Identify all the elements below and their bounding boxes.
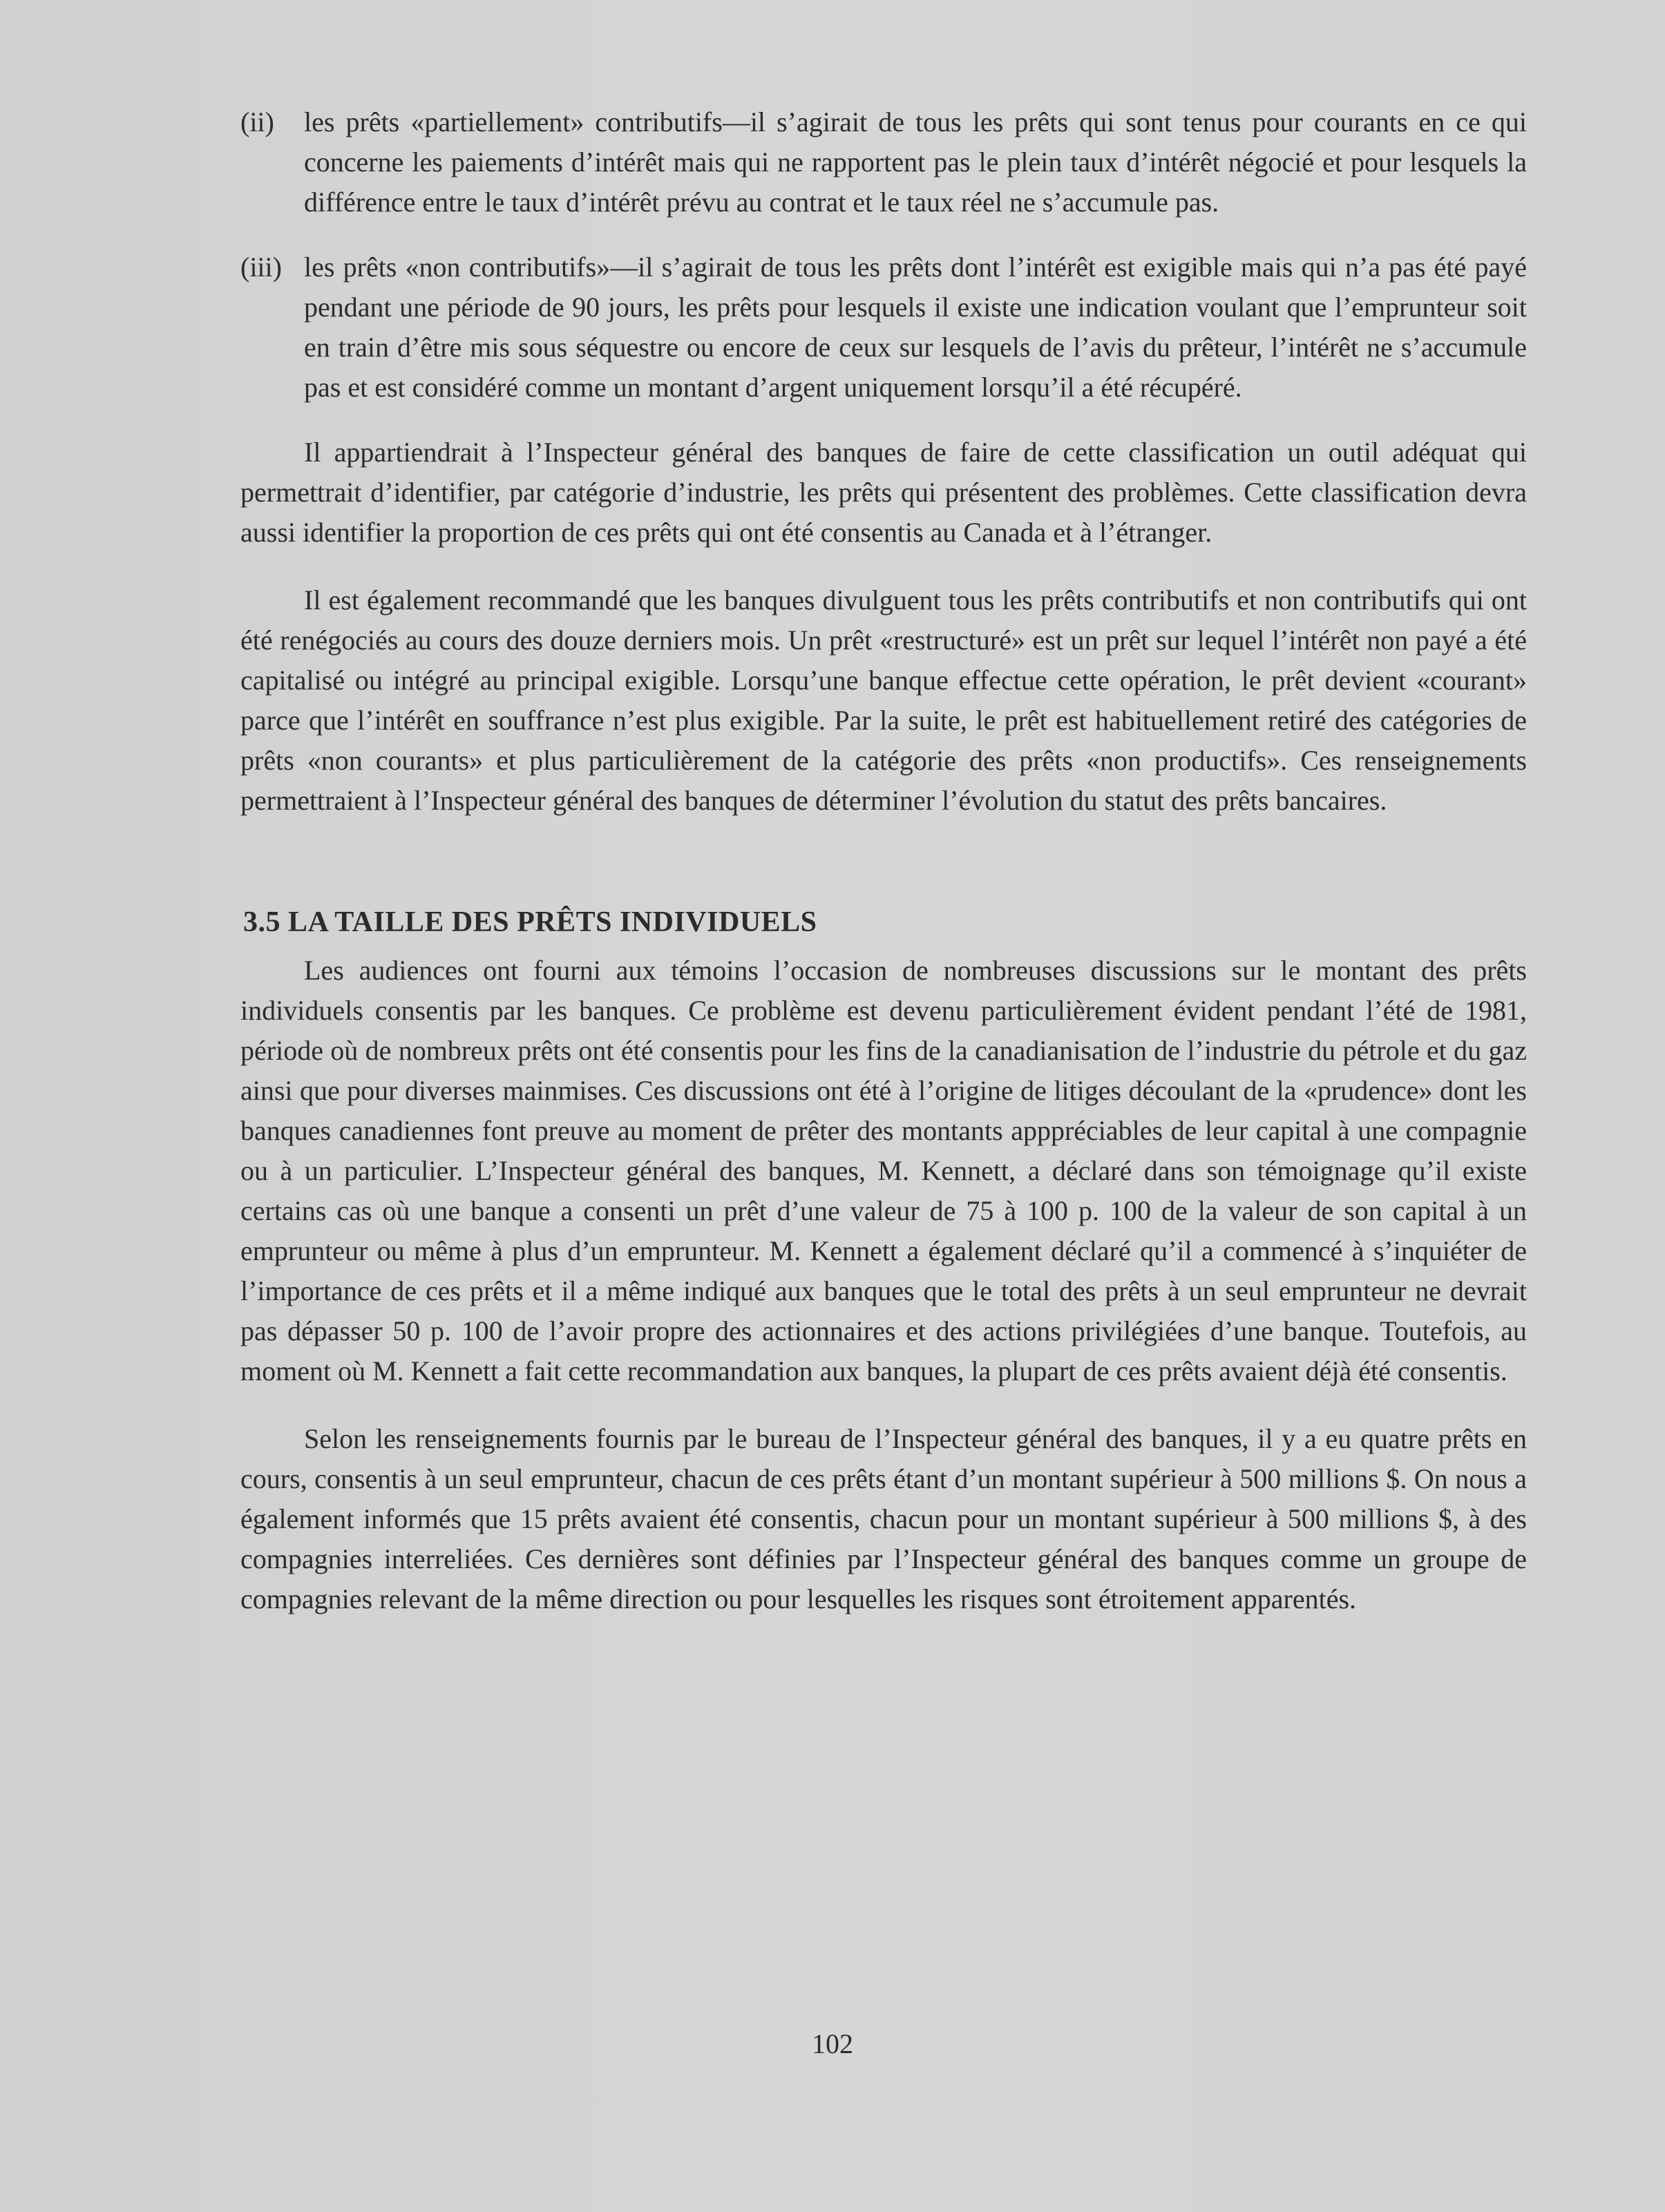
list-marker: (iii) bbox=[240, 251, 282, 283]
list-item-text: les prêts «non contributifs»—il s’agirait de tous les prêts dont l’intérêt est exigible mais qui n’a pas été payé pendant une période de 90 jours, les prêts pour lesquels il existe une indication voulant que l’emprunteur soit en train d’être mis sous séquestre ou encore de ceux sur lesquels de l’avis du prêteur, l’intérêt ne s’accumule pas et est considéré comme un montant d’argent uniquement lorsqu’il a été récupéré. bbox=[304, 251, 1527, 403]
list-item-ii bbox=[240, 102, 1527, 222]
page-body bbox=[240, 102, 1527, 1619]
paragraph-renegotiated-loans: Il est également recommandé que les banques divulguent tous les prêts contributifs et non contributifs qui ont été renégociés au cours des douze derniers mois. Un prêt «restructuré» est un prêt sur lequel l’intérêt non payé a été capitalisé ou intégré au principal exigible. Lorsqu’une banque effectue cette opération, le prêt devient «courant» parce que l’intérêt en souffrance n’est plus exigible. Par la suite, le prêt est habituellement retiré des catégories de prêts «non courants» et plus particulièrement de la catégorie des prêts «non productifs». Ces renseignements permettraient à l’Inspecteur général des banques de déterminer l’évolution du statut des prêts bancaires. bbox=[240, 584, 1527, 816]
section-heading: 3.5 LA TAILLE DES PRÊTS INDIVIDUELS bbox=[243, 906, 817, 938]
list-marker: (ii) bbox=[240, 106, 274, 137]
paragraph-classification: Il appartiendrait à l’Inspecteur général des banques de faire de cette classification un outil adéquat qui permettrait d’identifier, par catégorie d’industrie, les prêts qui présentent des problèmes. Cette classification devra aussi identifier la proportion de ces prêts qui ont été consentis au Canada et à l’étranger. bbox=[240, 437, 1527, 548]
paragraph-loans-info: Selon les renseignements fournis par le bureau de l’Inspecteur général des banques, il y a eu quatre prêts en cours, consentis à un seul emprunteur, chacun de ces prêts étant d’un montant supérieur à 500 millions $. On nous a également informés que 15 prêts avaient été consentis, chacun pour un montant supérieur à 500 millions $, à des compagnies interreliées. Ces dernières sont définies par l’Inspecteur général des banques comme un groupe de compagnies relevant de la même direction ou pour lesquelles les risques sont étroitement apparentés. bbox=[240, 1423, 1527, 1614]
paragraph-hearings: Les audiences ont fourni aux témoins l’occasion de nombreuses discussions sur le montant des prêts individuels consentis par les banques. Ce problème est devenu particulièrement évident pendant l’été de 1981, période où de nombreux prêts ont été consentis pour les fins de la canadianisation de l’industrie du pétrole et du gaz ainsi que pour diverses mainmises. Ces discussions ont été à l’origine de litiges découlant de la «prudence» dont les banques canadiennes font preuve au moment de prêter des montants apppréciables de leur capital à une compagnie ou à un particulier. L’Inspecteur général des banques, M. Kennett, a déclaré dans son témoignage qu’il existe certains cas où une banque a consenti un prêt d’une valeur de 75 à 100 p. 100 de la valeur de son capital à un emprunteur ou même à plus d’un emprunteur. M. Kennett a également déclaré qu’il a commencé à s’inquiéter de l’importance de ces prêts et il a même indiqué aux banques que le total des prêts à un seul emprunteur ne devrait pas dépasser 50 p. 100 de l’avoir propre des actionnaires et des actions privilégiées d’une banque. Toutefois, au moment où M. Kennett a fait cette recommandation aux banques, la plupart de ces prêts avaient déjà été consentis. bbox=[240, 955, 1527, 1386]
list-item-iii bbox=[240, 247, 1527, 408]
list-item-text: les prêts «partiellement» contributifs—il s’agirait de tous les prêts qui sont tenus pour courants en ce qui concerne les paiements d’intérêt mais qui ne rapportent pas le plein taux d’intérêt négocié et pour lesquels la différence entre le taux d’intérêt prévu au contrat et le taux réel ne s’accumule pas. bbox=[304, 106, 1527, 218]
page-number: 102 bbox=[812, 2028, 853, 2059]
